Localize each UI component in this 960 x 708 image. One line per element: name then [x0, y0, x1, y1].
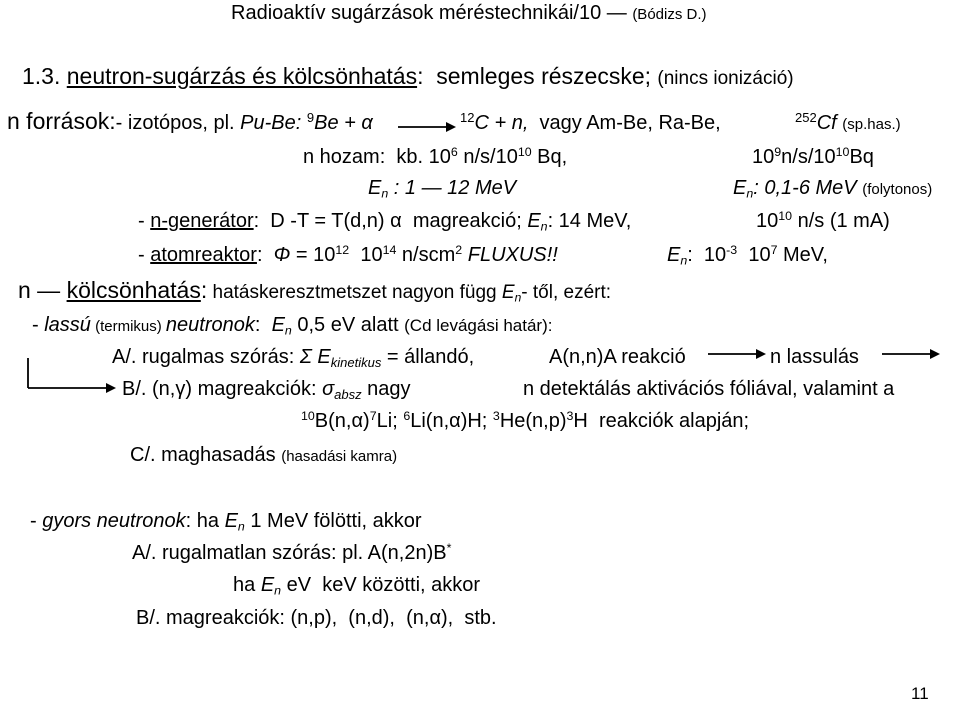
generator-right [756, 210, 890, 233]
header-dash: — [606, 2, 627, 24]
interaction-E: E [501, 282, 515, 303]
fast-sub: n [237, 519, 245, 534]
elastic-reaction: A(n,n)A reakció [549, 346, 686, 368]
section-number: 1.3. [22, 63, 61, 89]
yield-text-b: n/s/10 [457, 146, 518, 168]
reactor-text-g: MeV, [777, 244, 828, 266]
generator-E: E [527, 210, 541, 232]
sources-c: C + n, [474, 112, 529, 134]
elastic-text-a: A/. rugalmas szórás: [112, 346, 300, 368]
reactor-exp-m3: -3 [726, 243, 738, 258]
reactor-exp-7: 7 [770, 243, 778, 258]
fast-line [30, 510, 422, 533]
elastic-result: n lassulás [770, 346, 859, 368]
section-note: (nincs ionizáció) [657, 68, 794, 89]
generator-label: n-generátor [150, 210, 254, 232]
reactor-label: atomreaktor [150, 244, 257, 266]
slow-line [32, 314, 552, 337]
slow-text-b: 0,5 eV alatt [291, 314, 399, 336]
elastic-sub: kinetikus [330, 354, 382, 370]
reactor-text-b: = 10 [290, 244, 336, 266]
reactor-text-f: 10 [737, 244, 771, 266]
reactor-exp-2: 2 [455, 243, 463, 258]
elastic-line [112, 346, 474, 369]
energy-sub: n [381, 186, 389, 201]
generator-text-c: : 14 MeV, [547, 210, 632, 232]
yield-exp-10: 10 [517, 145, 532, 160]
slow-neutronok: neutronok [165, 314, 255, 336]
slow-colon: : [254, 314, 272, 336]
gamma-symbol: γ [175, 378, 186, 400]
sources-izotopos: - izotópos, pl. [115, 112, 241, 134]
reactions-text-b: ) [363, 410, 370, 432]
elastic-text-b: = állandó, [381, 346, 475, 368]
fast-reactions-text-b: ), stb. [441, 607, 497, 629]
fission-text: C/. maghasadás [130, 444, 276, 466]
kev-sub: n [274, 583, 282, 598]
interaction-text: hatáskeresztmetszet nagyon függ [207, 282, 502, 303]
kev-line [233, 574, 480, 597]
reactor-dash: - [138, 244, 151, 266]
fast-reactions-line [136, 607, 497, 630]
interaction-colon: : [200, 277, 208, 303]
capture-text-c: nagy [361, 378, 411, 400]
reactions-text-d: Li(n, [410, 410, 450, 432]
slow-E: E [271, 314, 285, 336]
page-number: 11 [911, 684, 929, 703]
kev-text-a: ha [233, 574, 261, 596]
li7-mass: 7 [369, 409, 377, 424]
capture-detection: n detektálás aktivációs fóliával, valamint a [523, 378, 895, 400]
generator-text-b: magreakció; [401, 210, 528, 232]
capture-sub: absz [334, 386, 362, 402]
sigma-abs-symbol: σ [322, 378, 335, 400]
reactions-alpha-2: α [449, 410, 461, 432]
energy-note: (folytonos) [862, 181, 933, 198]
kev-text-b: eV keV közötti, akkor [281, 574, 481, 596]
energy-sub-right: n [746, 186, 754, 201]
slow-label: lassú [44, 314, 91, 336]
kev-E: E [260, 574, 275, 596]
yield-left [303, 146, 567, 169]
reactor-exp-14: 14 [382, 243, 397, 258]
he3-mass: 3 [492, 409, 500, 424]
inelastic-text: A/. rugalmatlan szórás: pl. A(n,2n)B [132, 542, 447, 564]
excited-star: * [446, 541, 452, 556]
capture-text-b: ) magreakciók: [185, 378, 323, 400]
yield-text-a: n hozam: kb. 10 [303, 146, 451, 168]
generator-text-e: n/s (1 mA) [792, 210, 890, 232]
slow-dash: - [32, 314, 45, 336]
slow-term: (termikus) [90, 318, 166, 335]
inelastic-line [132, 542, 451, 565]
yield-text-d: 10 [752, 146, 775, 168]
generator-sub: n [540, 219, 548, 234]
interaction-n: n — [18, 277, 67, 303]
yield-text-f: Bq [849, 146, 874, 168]
reactor-text-a: : [256, 244, 274, 266]
fission-line [130, 444, 397, 467]
reactions-text-a: B(n, [314, 410, 352, 432]
header-title: Radioaktív sugárzások méréstechnikái/10 [231, 2, 602, 24]
sources-pube: Pu-Be: [240, 112, 307, 134]
h3-mass: 3 [566, 409, 574, 424]
be-mass-number: 9 [306, 109, 315, 125]
energy-symbol: E [368, 177, 382, 199]
cf-note: (sp.has.) [842, 116, 901, 133]
fast-reactions-alpha: α [429, 607, 441, 629]
capture-arrow-icon [24, 354, 120, 404]
interaction-label: kölcsönhatás [66, 277, 201, 303]
header-line [231, 2, 707, 25]
flux-label: FLUXUS!! [462, 244, 558, 266]
interaction-sub: n [514, 290, 522, 305]
section-title: neutron-sugárzás és kölcsönhatás [66, 63, 418, 89]
slowing-result-arrow-icon [880, 345, 942, 361]
reactor-line [138, 244, 558, 267]
reactor-text-d: n/scm [396, 244, 456, 266]
fast-label: gyors neutronok [42, 510, 186, 532]
section-rest: : semleges részecske; [417, 63, 651, 89]
reactions-text-e: )H; [460, 410, 493, 432]
sources-label: n források: [7, 108, 116, 134]
elastic-E: E [311, 346, 331, 368]
energy-right-value: : 0,1-6 MeV [753, 177, 857, 199]
phi-symbol: Φ [273, 244, 291, 266]
slow-note: (Cd levágási határ): [404, 316, 553, 335]
energy-left-value: : 1 — 12 MeV [388, 177, 517, 199]
fission-note: (hasadási kamra) [281, 448, 398, 465]
header-author: (Bódizs D.) [632, 6, 707, 23]
generator-dash: - [138, 210, 151, 232]
reactions-text-g: H reakciók alapján; [573, 410, 750, 432]
sources-ambe: vagy Am-Be, Ra-Be, [528, 112, 721, 134]
sources-cf [795, 109, 901, 135]
slowing-arrow-icon [706, 345, 768, 361]
li6-mass: 6 [403, 409, 411, 424]
cf-symbol: Cf [816, 112, 837, 134]
sigma-symbol: Σ [299, 346, 312, 368]
generator-exp: 10 [778, 209, 793, 224]
alpha-symbol: α [361, 112, 373, 134]
generator-alpha: α [390, 210, 402, 232]
yield-right [752, 146, 874, 169]
yield-exp-9: 9 [774, 145, 782, 160]
reactor-text-c: 10 [349, 244, 383, 266]
generator-text-a: : D -T = T(d,n) [253, 210, 391, 232]
reactions-text-c: Li; [376, 410, 404, 432]
generator-line [138, 210, 631, 233]
fast-text-a: : ha [185, 510, 225, 532]
cf-mass-number: 252 [795, 109, 817, 125]
energy-symbol-right: E [733, 177, 747, 199]
capture-line [122, 378, 411, 401]
yield-text-e: n/s/10 [781, 146, 836, 168]
fast-text-b: 1 MeV fölötti, akkor [244, 510, 422, 532]
reactor-sub: n [680, 253, 688, 268]
capture-text-a: B/. (n, [122, 378, 176, 400]
reactor-exp-12: 12 [335, 243, 350, 258]
interaction-text-d: - től, ezért: [521, 282, 612, 303]
fast-dash: - [30, 510, 43, 532]
generator-text-d: 10 [756, 210, 779, 232]
reactor-E: E [667, 244, 681, 266]
interaction-line [18, 277, 611, 304]
energy-right [733, 177, 932, 200]
reactor-right [667, 244, 828, 267]
fast-reactions-text-a: B/. magreakciók: (n,p), (n,d), (n, [136, 607, 430, 629]
reactions-alpha-1: α [351, 410, 364, 432]
b-mass: 10 [301, 409, 315, 424]
energy-left [368, 177, 516, 200]
slow-sub: n [284, 323, 292, 338]
yield-exp-6: 6 [450, 145, 458, 160]
reaction-arrow-icon [396, 118, 458, 132]
sources-be: Be + [314, 112, 362, 134]
sources-line [7, 108, 373, 135]
sources-line-right [460, 109, 721, 135]
c-mass-number: 12 [460, 109, 475, 125]
reactor-text-e: : 10 [687, 244, 727, 266]
yield-exp-10b: 10 [835, 145, 850, 160]
yield-text-c: Bq, [531, 146, 568, 168]
fast-E: E [224, 510, 238, 532]
reactions-text-f: He(n,p) [499, 410, 567, 432]
reactions-line [301, 410, 749, 433]
section-heading [22, 63, 794, 90]
